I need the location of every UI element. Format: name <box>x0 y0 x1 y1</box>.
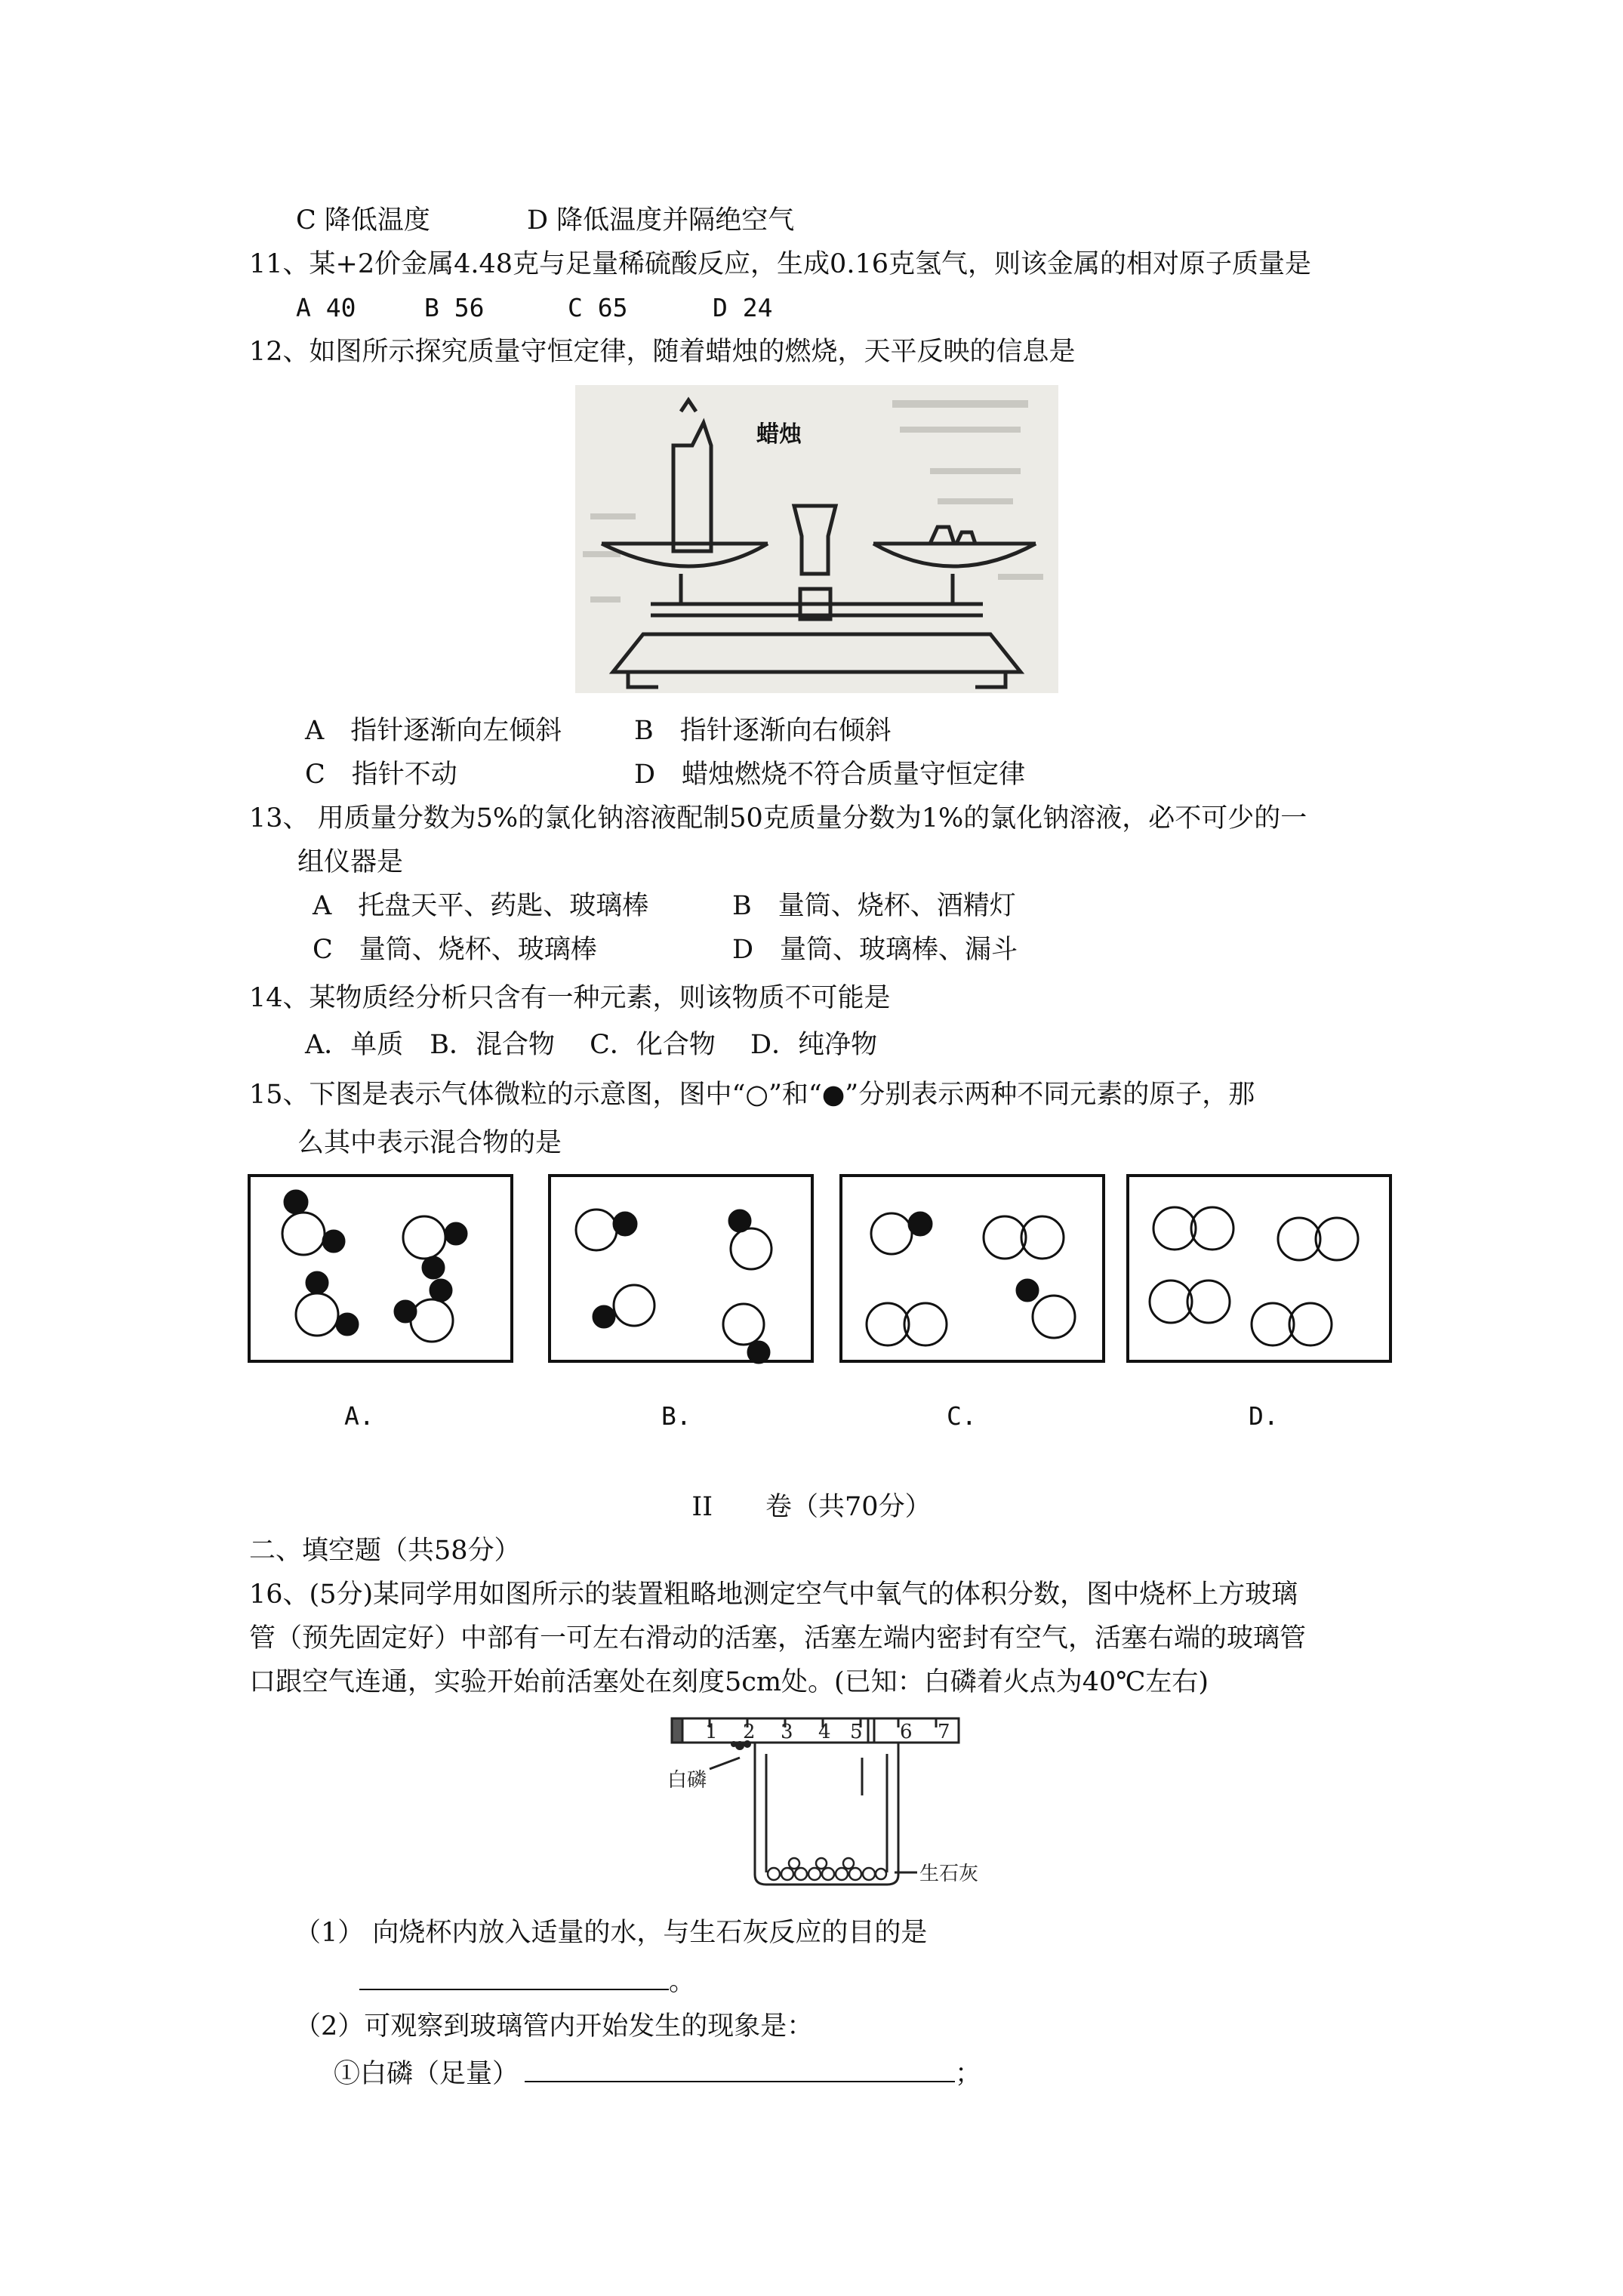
q12-stem: 12、如图所示探究质量守恒定律，随着蜡烛的燃烧，天平反映的信息是 <box>249 337 1076 367</box>
q12-option-d: D 蜡烛燃烧不符合质量守恒定律 <box>634 760 1026 790</box>
q15-stem-line1: 15、下图是表示气体微粒的示意图，图中“○”和“●”分别表示两种不同元素的原子，那 <box>249 1080 1255 1110</box>
q14-options: A．单质 B．混合物 C．化合物 D．纯净物 <box>305 1030 878 1060</box>
particle-box-d <box>1126 1174 1392 1363</box>
q13-option-b: B 量筒、烧杯、酒精灯 <box>732 891 1016 921</box>
q14-stem: 14、某物质经分析只含有一种元素，则该物质不可能是 <box>249 983 891 1013</box>
particle-box-c <box>839 1174 1105 1363</box>
q13-option-d: D 量筒、玻璃棒、漏斗 <box>732 935 1018 965</box>
q16-line3: 口跟空气连通，实验开始前活塞处在刻度5cm处。(已知：白磷着火点为40℃左右) <box>249 1667 1209 1697</box>
scale-1: 1 <box>705 1721 718 1743</box>
sub2-item-label: ①白磷（足量） <box>334 2059 519 2089</box>
scale-4: 4 <box>818 1721 831 1743</box>
answer-blank-1[interactable] <box>359 1963 669 1990</box>
sub1-end: 。 <box>669 1967 696 1997</box>
q11-option-d: D 24 <box>713 293 773 322</box>
box-label-d: D. <box>1249 1401 1279 1431</box>
box-label-c: C. <box>947 1401 977 1431</box>
scale-3: 3 <box>781 1721 793 1743</box>
answer-blank-2[interactable] <box>525 2055 955 2082</box>
q16-sub1-answer <box>359 1963 695 1999</box>
q16-sub2: （2）可观察到玻璃管内开始发生的现象是： <box>294 2011 814 2042</box>
candle-label: 蜡烛 <box>756 421 802 448</box>
phosphorus-label: 白磷 <box>667 1769 707 1792</box>
section-heading: 二、填空题（共58分） <box>249 1536 521 1566</box>
scale-6: 6 <box>900 1721 913 1743</box>
q10-option-d: D 降低温度并隔绝空气 <box>527 205 795 236</box>
sub2-end: ； <box>955 2059 982 2089</box>
q13-stem-line2: 组仪器是 <box>297 847 404 877</box>
q11-option-b: B 56 <box>424 293 485 322</box>
q11-option-a: A 40 <box>296 293 356 322</box>
q11-stem: 11、某+2价金属4.48克与足量稀硫酸反应，生成0.16克氢气，则该金属的相对原子质量是 <box>249 249 1311 279</box>
q16-sub1: （1） 向烧杯内放入适量的水，与生石灰反应的目的是 <box>294 1918 928 1948</box>
q13-option-a: A 托盘天平、药匙、玻璃棒 <box>313 891 649 921</box>
balance-candle-figure <box>575 385 1058 693</box>
q16-line1: 16、(5分)某同学用如图所示的装置粗略地测定空气中氧气的体积分数，图中烧杯上方玻璃 <box>249 1579 1298 1610</box>
glass-tube-figure <box>664 1712 996 1901</box>
q12-option-a: A 指针逐渐向左倾斜 <box>305 716 562 746</box>
scale-2: 2 <box>743 1721 756 1743</box>
scale-5: 5 <box>850 1721 863 1743</box>
q12-option-b: B 指针逐渐向右倾斜 <box>634 716 892 746</box>
q13-stem-line1: 13、 用质量分数为5%的氯化钠溶液配制50克质量分数为1%的氯化钠溶液，必不可少的一 <box>249 803 1307 834</box>
q11-option-c: C 65 <box>568 293 628 322</box>
section-title: II 卷（共70分） <box>691 1492 932 1522</box>
q13-option-c: C 量筒、烧杯、玻璃棒 <box>313 935 597 965</box>
scale-7: 7 <box>938 1721 950 1743</box>
box-label-b: B. <box>661 1401 691 1431</box>
q16-line2: 管（预先固定好）中部有一可左右滑动的活塞，活塞左端内密封有空气，活塞右端的玻璃管 <box>249 1623 1307 1653</box>
q15-stem-line2: 么其中表示混合物的是 <box>297 1128 562 1158</box>
box-label-a: A. <box>344 1401 374 1431</box>
quicklime-label: 生石灰 <box>919 1863 979 1885</box>
particle-box-a <box>248 1174 513 1363</box>
particle-box-b <box>548 1174 814 1363</box>
q10-option-c: C 降低温度 <box>296 205 430 236</box>
q12-option-c: C 指针不动 <box>305 760 457 790</box>
q16-sub2-item <box>334 2055 981 2091</box>
